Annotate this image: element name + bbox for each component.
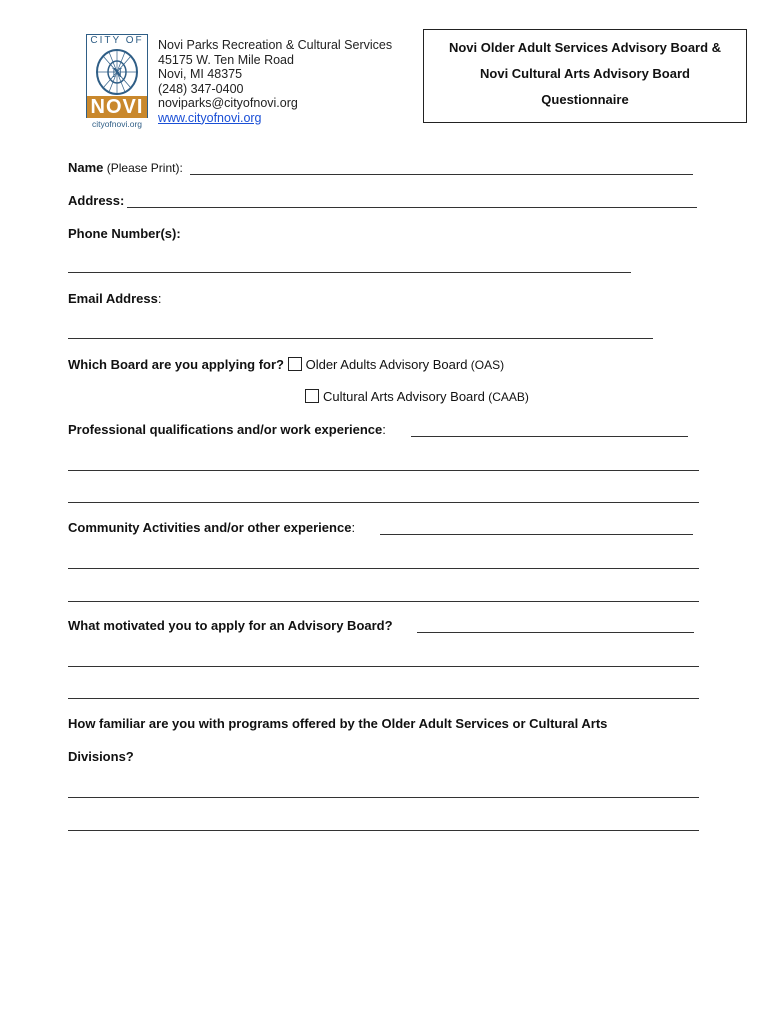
familiarity-input-line-2[interactable] [68, 830, 699, 831]
email-colon: : [157, 291, 162, 306]
board-question: Which Board are you applying for? [68, 357, 284, 372]
title-line-2: Novi Cultural Arts Advisory Board [480, 66, 690, 81]
street-address: 45175 W. Ten Mile Road [158, 52, 294, 67]
caab-checkbox[interactable] [305, 389, 319, 403]
caab-option-row [305, 389, 529, 404]
questionnaire-title-box [423, 29, 747, 123]
title-line-1: Novi Older Adult Services Advisory Board & [448, 40, 722, 55]
bicycle-wheel-icon [94, 48, 140, 96]
board-question-row [68, 357, 504, 372]
motivation-label: What motivated you to apply for an Advisory Board? [68, 618, 393, 633]
motivation-input-line-3[interactable] [68, 698, 699, 699]
oas-option-label: Older Adults Advisory Board [305, 357, 468, 372]
familiarity-question-line-1: How familiar are you with programs offered by the Older Adult Services or Cultural Arts [68, 716, 608, 731]
name-hint: (Please Print): [103, 161, 183, 175]
phone-input-line[interactable] [68, 272, 631, 273]
qualifications-label: Professional qualifications and/or work experience [68, 422, 383, 437]
logo-city-of-text: CITY OF [90, 35, 144, 46]
community-colon: : [351, 520, 356, 535]
qualifications-input-line-1[interactable] [411, 436, 688, 437]
motivation-input-line-1[interactable] [417, 632, 694, 633]
name-input-line[interactable] [190, 174, 693, 175]
oas-checkbox[interactable] [288, 357, 302, 371]
name-label: Name [68, 160, 104, 175]
website-link[interactable]: www.cityofnovi.org [158, 110, 262, 125]
familiarity-question-line-2: Divisions? [68, 749, 134, 764]
city-state-zip: Novi, MI 48375 [158, 67, 243, 81]
title-line-3: Questionnaire [541, 92, 629, 107]
community-row [68, 520, 355, 535]
name-field-label [68, 160, 183, 175]
address-label: Address: [68, 193, 125, 208]
familiarity-input-line-1[interactable] [68, 797, 699, 798]
phone-label: Phone Number(s): [68, 226, 181, 241]
caab-abbreviation: (CAAB) [484, 390, 529, 404]
motivation-input-line-2[interactable] [68, 666, 699, 667]
qualifications-input-line-2[interactable] [68, 470, 699, 471]
qualifications-colon: : [382, 422, 386, 437]
organization-name: Novi Parks Recreation & Cultural Services [158, 38, 393, 52]
city-of-novi-logo [86, 34, 148, 130]
email-address: noviparks@cityofnovi.org [158, 96, 298, 110]
qualifications-input-line-3[interactable] [68, 502, 699, 503]
qualifications-row [68, 422, 386, 437]
community-label: Community Activities and/or other experience [68, 520, 352, 535]
address-input-line[interactable] [127, 207, 697, 208]
phone-number: (248) 347-0400 [158, 81, 244, 96]
logo-novi-text: NOVI [87, 96, 147, 118]
oas-abbreviation: (OAS) [467, 358, 505, 372]
svg-text:N: N [111, 66, 123, 81]
community-input-line-3[interactable] [68, 601, 699, 602]
logo-url-text: cityofnovi.org [91, 119, 143, 129]
caab-option-label: Cultural Arts Advisory Board [323, 389, 485, 404]
email-input-line[interactable] [68, 338, 653, 339]
organization-address-block [158, 38, 392, 125]
email-label: Email Address [68, 291, 158, 306]
email-field-label [68, 291, 161, 306]
community-input-line-2[interactable] [68, 568, 699, 569]
community-input-line-1[interactable] [380, 534, 693, 535]
